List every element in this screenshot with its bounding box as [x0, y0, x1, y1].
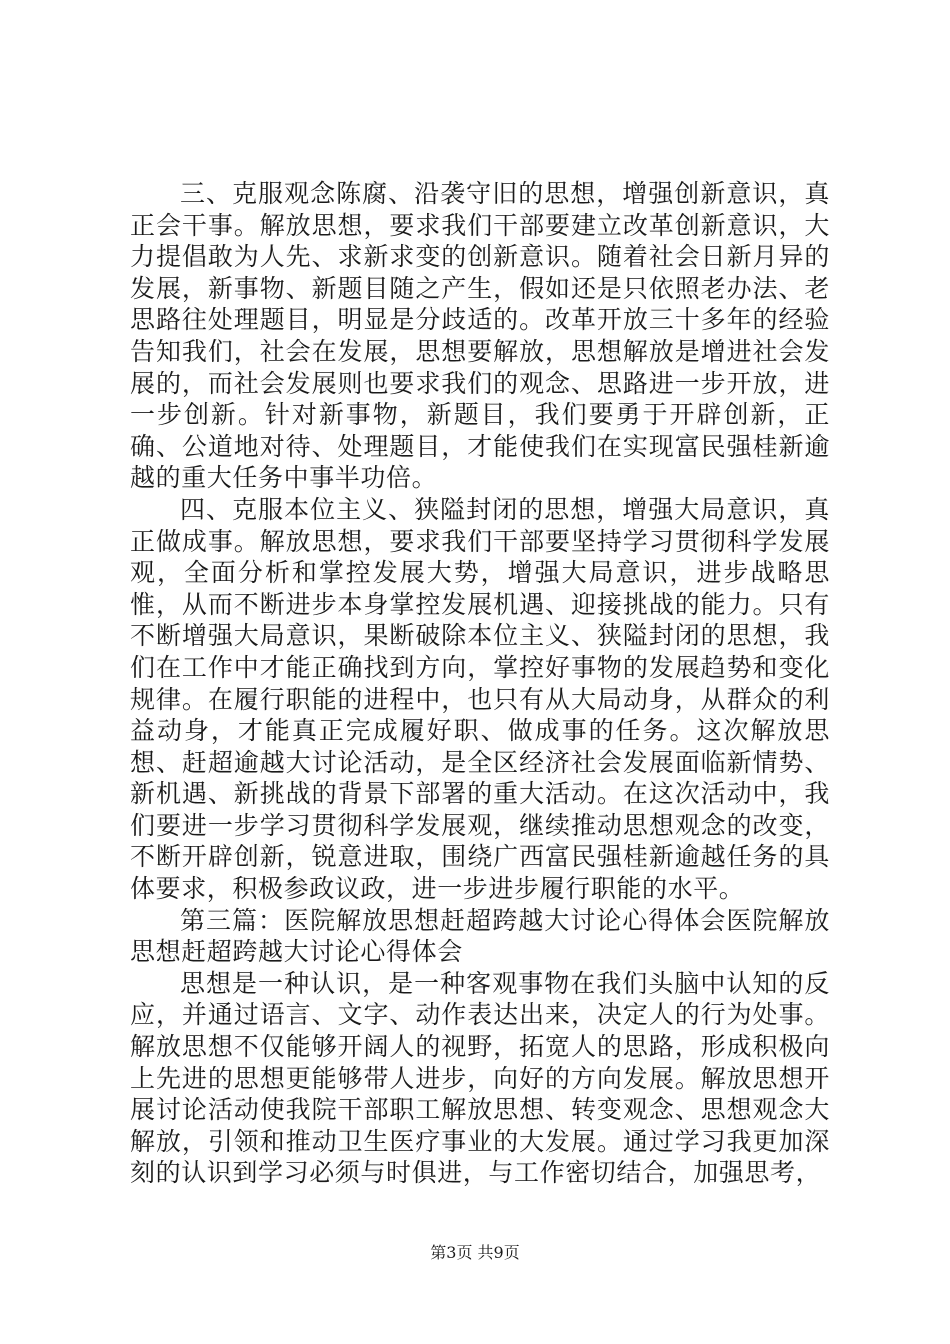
paragraph-section-four: 四、克服本位主义、狭隘封闭的思想，增强大局意识，真正做成事。解放思想，要求我们干部要坚持学习贯彻科学发展观，全面分析和掌控发展大势，增强大局意识，进步战略思惟，从而不断进步本身掌控发展机遇、迎接挑战的能力。只有不断增强大局意识，果断破除本位主义、狭隘封闭的思想，我们在工作中才能正确找到方向，掌控好事物的发展趋势和变化规律。在履行职能的进程中，也只有从大局动身，从群众的利益动身，才能真正完成履好职、做成事的任务。这次解放思想、赶超逾越大讨论活动，是全区经济社会发展面临新情势、新机遇、新挑战的背景下部署的重大活动。在这次活动中，我们要进一步学习贯彻科学发展观，继续推动思想观念的改变，不断开辟创新，锐意进取，围绕广西富民强桂新逾越任务的具体要求，积极参政议政，进一步进步履行职能的水平。	[130, 494, 830, 904]
document-body	[130, 178, 830, 1189]
paragraph-section-three: 三、克服观念陈腐、沿袭守旧的思想，增强创新意识，真正会干事。解放思想，要求我们干部要建立改革创新意识，大力提倡敢为人先、求新求变的创新意识。随着社会日新月异的发展，新事物、新题目随之产生，假如还是只依照老办法、老思路往处理题目，明显是分歧适的。改革开放三十多年的经验告知我们，社会在发展，思想要解放，思想解放是增进社会发展的，而社会发展则也要求我们的观念、思路进一步开放，进一步创新。针对新事物，新题目，我们要勇于开辟创新，正确、公道地对待、处理题目，才能使我们在实现富民强桂新逾越的重大任务中事半功倍。	[130, 179, 830, 493]
page-number: 第3页 共9页	[430, 1243, 520, 1262]
paragraph-chapter-three-intro: 思想是一种认识，是一种客观事物在我们头脑中认知的反应，并通过语言、文字、动作表达出来，决定人的行为处事。解放思想不仅能够开阔人的视野，拓宽人的思路，形成积极向上先进的思想更能够带人进步，向好的方向发展。解放思想开展讨论活动使我院干部职工解放思想、转变观念、思想观念大解放，引领和推动卫生医疗事业的大发展。通过学习我更加深刻的认识到学习必须与时俱进，与工作密切结合，加强思考，	[130, 968, 830, 1188]
chapter-heading: 第三篇：医院解放思想赶超跨越大讨论心得体会医院解放思想赶超跨越大讨论心得体会	[130, 905, 830, 967]
